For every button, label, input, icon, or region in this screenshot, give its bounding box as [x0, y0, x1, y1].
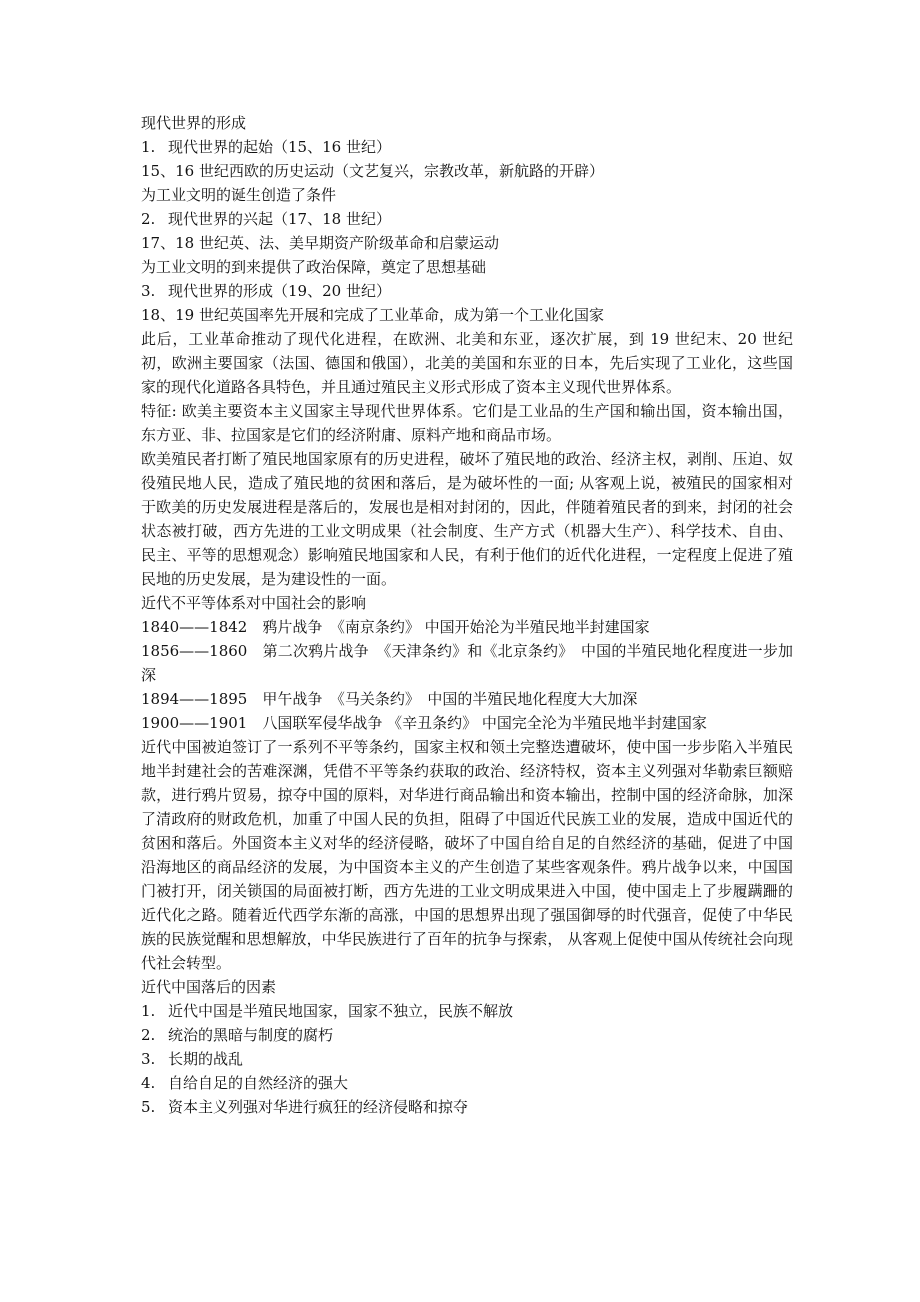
- paragraph: 近代中国被迫签订了一系列不平等条约，国家主权和领土完整迭遭破坏，使中国一步步陷入半殖民地半封建社会的苦难深渊，凭借不平等条约获取的政治、经济特权，资本主义列强对华勒索巨额赔款，进行鸦片贸易，掠夺中国的原料，对华进行商品输出和资本输出，控制中国的经济命脉，加深了清政府的财政危机，加重了中国人民的负担，阻碍了中国近代民族工业的发展，造成中国近代的贫困和落后。外国资本主义对华的经济侵略，破坏了中国自给自足的自然经济的基础，促进了中国沿海地区的商品经济的发展，为中国资本主义的产生创造了某些客观条件。鸦片战争以来，中国国门被打开，闭关锁国的局面被打断，西方先进的工业文明成果进入中国，使中国走上了步履蹒跚的近代化之路。随着近代西学东渐的高涨，中国的思想界出现了强国御辱的时代强音，促使了中华民族的民族觉醒和思想解放，中华民族进行了百年的抗争与探索， 从客观上促使中国从传统社会向现代社会转型。: [141, 738, 793, 972]
- section-heading: [141, 207, 793, 231]
- paragraph: 此后，工业革命推动了现代化进程，在欧洲、北美和东亚，逐次扩展，到 19 世纪末、20 世纪初，欧洲主要国家（法国、德国和俄国），北美的美国和东亚的日本，先后实现了工业化，这些国家的现代化道路各具特色，并且通过殖民主义形式形成了资本主义现代世界体系。: [141, 330, 793, 396]
- list-item-text: 近代中国是半殖民地国家，国家不独立，民族不解放: [168, 1002, 514, 1020]
- list-item-text: 统治的黑暗与制度的腐朽: [168, 1026, 334, 1044]
- list-number: 3.: [141, 1050, 156, 1068]
- paragraph: 特征: 欧美主要资本主义国家主导现代世界体系。它们是工业品的生产国和输出国，资本输出国，东方亚、非、拉国家是它们的经济附庸、原料产地和商品市场。: [141, 402, 793, 444]
- list-number: 3.: [141, 282, 156, 300]
- list-item-text: 自给自足的自然经济的强大: [168, 1074, 349, 1092]
- list-number: 2.: [141, 210, 156, 228]
- text-line: 18、19 世纪英国率先开展和完成了工业革命，成为第一个工业化国家: [141, 306, 604, 324]
- timeline-entry: 1856——1860 第二次鸦片战争 《天津条约》和《北京条约》 中国的半殖民地化程度进一步加深: [141, 642, 793, 684]
- list-number: 1.: [141, 138, 156, 156]
- list-item-text: 长期的战乱: [168, 1050, 244, 1068]
- text-line: 为工业文明的到来提供了政治保障，奠定了思想基础: [141, 258, 487, 276]
- section-heading-text: 现代世界的形成（19、20 世纪）: [168, 282, 391, 300]
- list-number: 4.: [141, 1074, 156, 1092]
- list-item-text: 资本主义列强对华进行疯狂的经济侵略和掠夺: [168, 1098, 469, 1116]
- text-line: 15、16 世纪西欧的历史运动（文艺复兴，宗教改革，新航路的开辟）: [141, 162, 604, 180]
- section-heading-text: 现代世界的起始（15、16 世纪）: [168, 138, 391, 156]
- section-heading: [141, 135, 793, 159]
- section-title: 近代中国落后的因素: [141, 978, 277, 996]
- list-item: [141, 1023, 793, 1047]
- list-item: [141, 1047, 793, 1071]
- section-heading: [141, 279, 793, 303]
- timeline-entry: 1900——1901 八国联军侵华战争 《辛丑条约》 中国完全沦为半殖民地半封建国家: [141, 714, 707, 732]
- list-number: 2.: [141, 1026, 156, 1044]
- document-body: [141, 111, 793, 1119]
- list-item: [141, 1095, 793, 1119]
- timeline-entry: 1894——1895 甲午战争 《马关条约》 中国的半殖民地化程度大大加深: [141, 690, 638, 708]
- list-number: 5.: [141, 1098, 156, 1116]
- text-line: 17、18 世纪英、法、美早期资产阶级革命和启蒙运动: [141, 234, 499, 252]
- list-item: [141, 1071, 793, 1095]
- list-item: [141, 999, 793, 1023]
- paragraph: 欧美殖民者打断了殖民地国家原有的历史进程，破坏了殖民地的政治、经济主权，剥削、压迫、奴役殖民地人民，造成了殖民地的贫困和落后，是为破坏性的一面; 从客观上说，被殖民的国家相对于欧美的历史发展进程是落后的，发展也是相对封闭的，因此，伴随着殖民者的到来，封闭的社会状态被打破，西方先进的工业文明成果（社会制度、生产方式（机器大生产）、科学技术、自由、民主、平等的思想观念）影响殖民地国家和人民，有利于他们的近代化进程，一定程度上促进了殖民地的历史发展，是为建设性的一面。: [141, 450, 793, 588]
- list-number: 1.: [141, 1002, 156, 1020]
- timeline-entry: 1840——1842 鸦片战争 《南京条约》 中国开始沦为半殖民地半封建国家: [141, 618, 650, 636]
- section-title: 近代不平等体系对中国社会的影响: [141, 594, 367, 612]
- section-heading-text: 现代世界的兴起（17、18 世纪）: [168, 210, 391, 228]
- doc-title: 现代世界的形成: [141, 114, 247, 132]
- text-line: 为工业文明的诞生创造了条件: [141, 186, 337, 204]
